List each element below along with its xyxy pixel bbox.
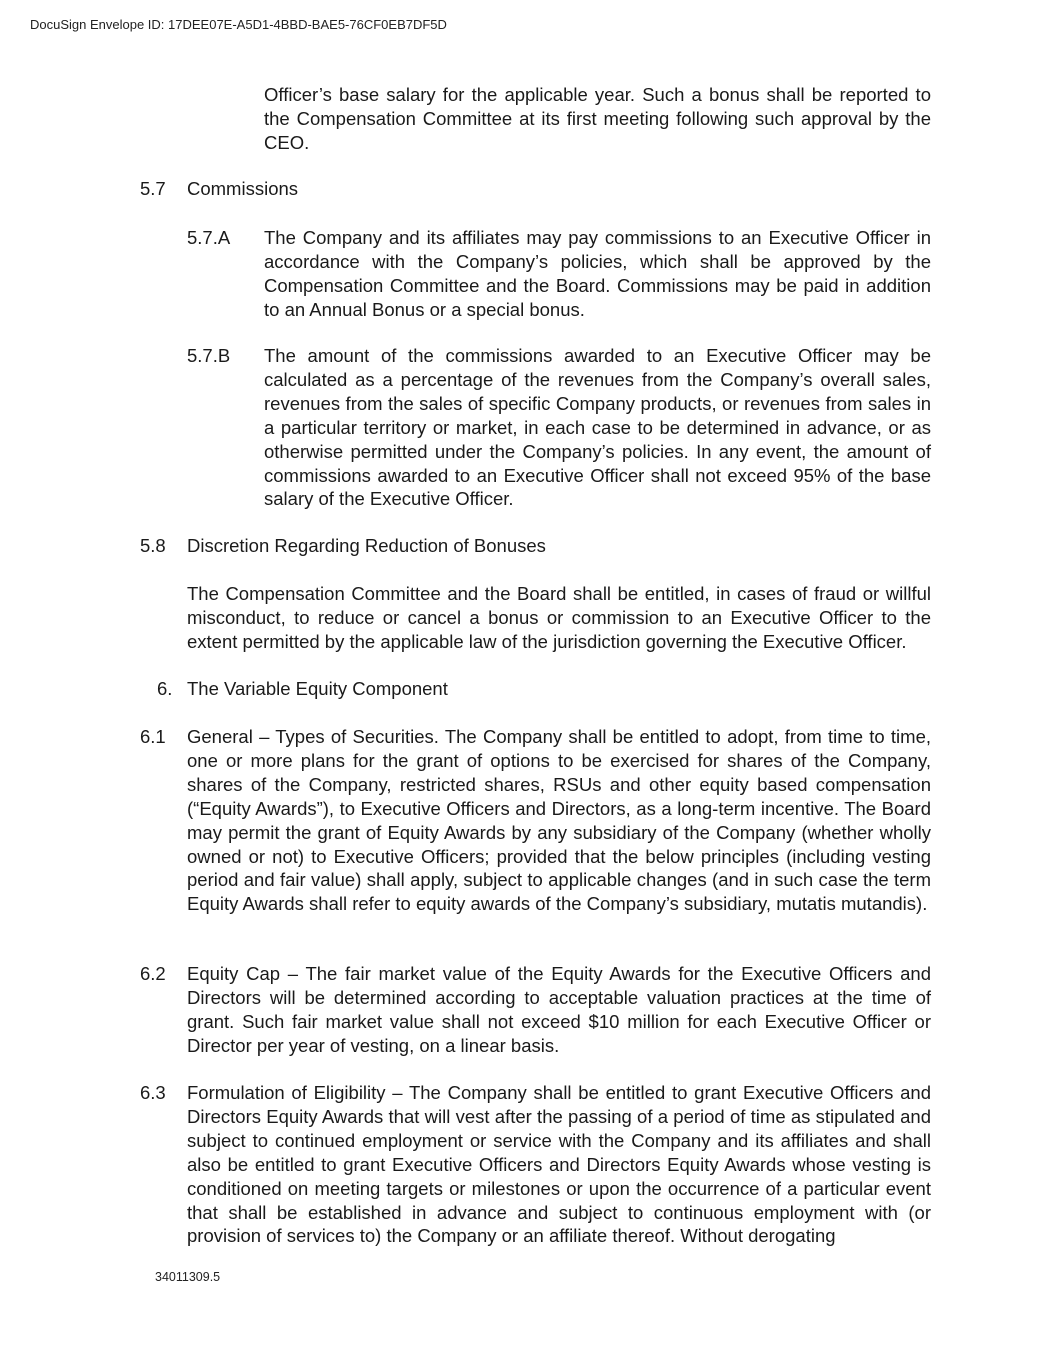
section-5-8-number: 5.8 [140,535,166,556]
section-6-1-number: 6.1 [140,726,166,747]
section-6-2-number: 6.2 [140,963,166,984]
section-5-7-a-text: The Company and its affiliates may pay commissions to an Executive Officer in accordance with the Company’s policies, which shall be approved by the Compensation Committee and the Board. Commissions may be paid in addition to an Annual Bonus or a special bonus. [264,227,931,320]
section-6-1-text: General – Types of Securities. The Company shall be entitled to adopt, from time to time, one or more plans for the grant of options to be exercised for shares of the Company, shares of the Company, restricted shares, RSUs and other equity based compensation (“Equity Awards”), to Executive Officers and Directors, as a long-term incentive. The Board may permit the grant of Equity Awards by any subsidiary of the Company (whether wholly owned or not) to Executive Officers; provided that the below principles (including vesting period and fair value) shall apply, subject to applicable changes (and in such case the term Equity Awards shall refer to equity awards of the Company’s subsidiary, mutatis mutandis). [187,726,931,915]
section-5-7-b-text: The amount of the commissions awarded to an Executive Officer may be calculated as a percentage of the revenues from the Company’s overall sales, revenues from the sales of specific Company products, or revenues from sales in a particular territory or market, in each case to be determined in advance, or as otherwise permitted under the Company’s policies. In any event, the amount of commissions awarded to an Executive Officer shall not exceed 95% of the base salary of the Executive Officer. [264,345,931,510]
section-5-8-text: The Compensation Committee and the Board shall be entitled, in cases of fraud or willful misconduct, to reduce or cancel a bonus or commission to an Executive Officer to the extent permitted by the applicable law of the jurisdiction governing the Executive Officer. [187,583,931,652]
section-5-8-title: Discretion Regarding Reduction of Bonuses [187,535,546,556]
section-6-number: 6. [157,678,173,699]
section-6-2-text: Equity Cap – The fair market value of the Equity Awards for the Executive Officers and Directors will be determined according to acceptable valuation practices at the time of grant. Such fair market value shall not exceed $10 million for each Executive Officer or Director per year of vesting, on a linear basis. [187,963,931,1056]
section-6-title: The Variable Equity Component [187,678,448,699]
continuation-paragraph: Officer’s base salary for the applicable year. Such a bonus shall be reported to the Compensation Committee at its first meeting following such approval by the CEO. [264,84,931,153]
section-5-7-number: 5.7 [140,178,166,199]
section-5-7-b-number: 5.7.B [187,345,231,366]
section-5-7-title: Commissions [187,178,299,199]
section-6-3-number: 6.3 [140,1082,166,1103]
section-6-3-text: Formulation of Eligibility – The Company shall be entitled to grant Executive Officers and Directors Equity Awards that will vest after the passing of a period of time as stipulated and subject to continued employment or service with the Company and its affiliates and shall also be entitled to grant Executive Officers and Directors Equity Awards whose vesting is conditioned on meeting targets or milestones or upon the occurrence of a particular event that shall be established in advance and subject to continuous employment with (or provision of services to) the Company or an affiliate thereof. Without derogating [187,1082,931,1247]
section-5-7-a-number: 5.7.A [187,227,231,248]
document-number: 34011309.5 [155,1270,221,1284]
docusign-envelope-id: DocuSign Envelope ID: 17DEE07E-A5D1-4BBD-BAE5-76CF0EB7DF5D [30,17,447,32]
